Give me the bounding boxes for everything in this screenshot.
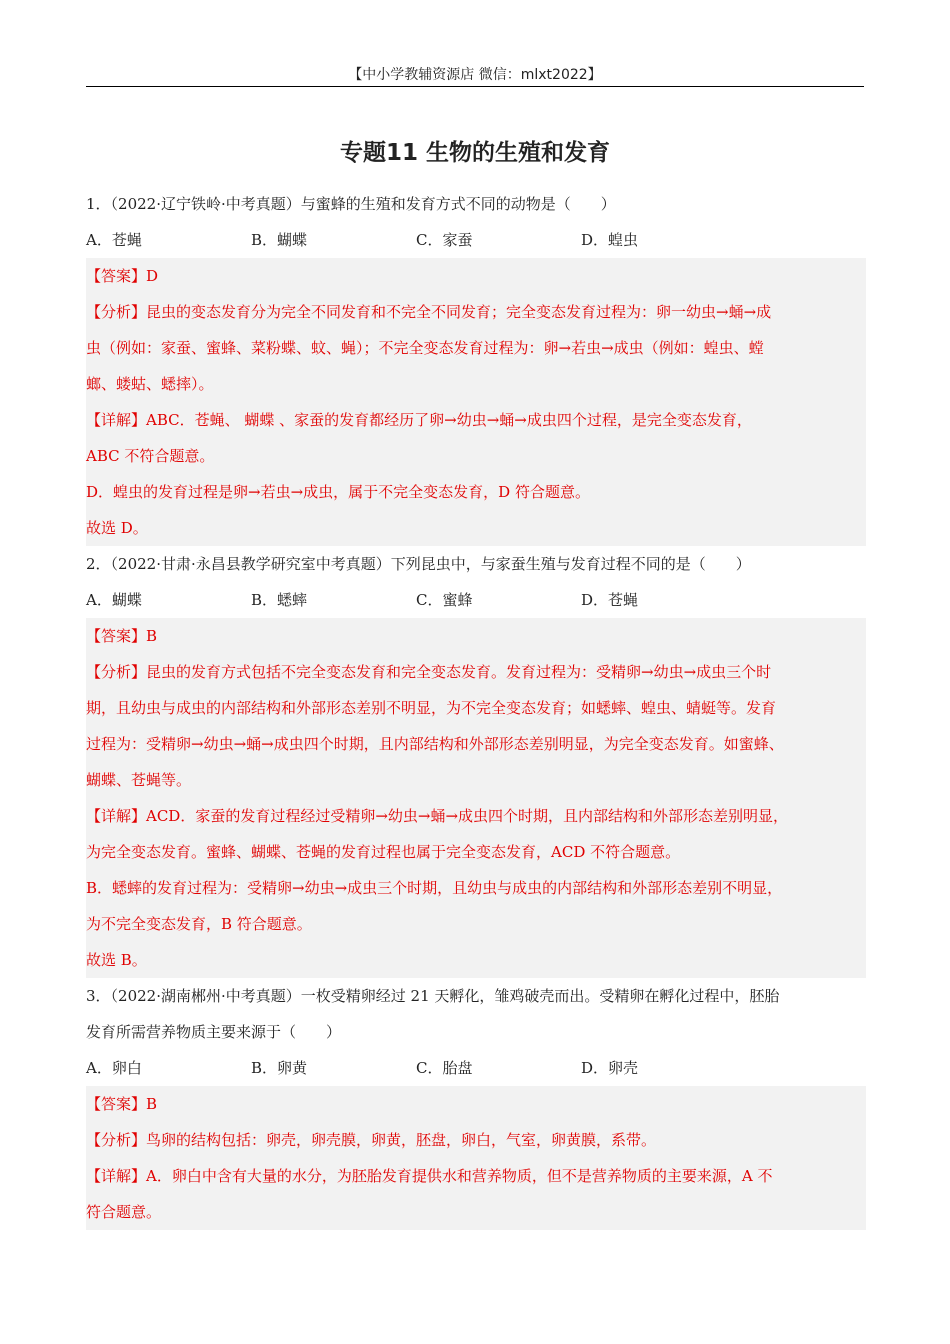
answer-line: 【分析】鸟卵的结构包括：卵壳，卵壳膜，卵黄，胚盘，卵白，气室，卵黄膜，系带。: [86, 1131, 657, 1149]
question-stem: 1．（2022·辽宁铁岭·中考真题）与蜜蜂的生殖和发育方式不同的动物是（ ）: [86, 195, 616, 213]
answer-line: B．蟋蟀的发育过程为：受精卵→幼虫→成虫三个时期，且幼虫与成虫的内部结构和外部形态差别不明显，: [86, 879, 783, 897]
option-b: B．蝴蝶: [251, 231, 308, 249]
option-a: A．蝴蝶: [86, 591, 142, 609]
option-c: C．胎盘: [416, 1059, 473, 1077]
answer-line: 虫（例如：家蚕、蜜蜂、菜粉蝶、蚊、蝇）；不完全变态发育过程为：卵→若虫→成虫（例如：蝗虫、螳: [86, 339, 764, 357]
answer-block: [86, 618, 866, 978]
answer-line: 【答案】B: [86, 1095, 158, 1113]
answer-line: 符合题意。: [86, 1203, 162, 1221]
answer-line: D．蝗虫的发育过程是卵→若虫→成虫，属于不完全变态发育，D 符合题意。: [86, 483, 590, 501]
option-b: B．卵黄: [251, 1059, 308, 1077]
answer-line: 【详解】ABC．苍蝇、 蝴蝶 、家蚕的发育都经历了卵→幼虫→蛹→成虫四个过程，是完全变态发育，: [86, 411, 752, 429]
option-row: [86, 222, 866, 258]
answer-line: 为不完全变态发育，B 符合题意。: [86, 915, 312, 933]
answer-line: 为完全变态发育。蜜蜂、蝴蝶、苍蝇的发育过程也属于完全变态发育，ACD 不符合题意。: [86, 843, 681, 861]
answer-line: 故选 B。: [86, 951, 147, 969]
answer-line: 【答案】D: [86, 267, 159, 285]
option-c: C．蜜蜂: [416, 591, 473, 609]
answer-line: 【答案】B: [86, 627, 158, 645]
answer-line: 【详解】ACD．家蚕的发育过程经过受精卵→幼虫→蛹→成虫四个时期，且内部结构和外部形态差别明显，: [86, 807, 789, 825]
answer-line: 【分析】昆虫的变态发育分为完全不同发育和不完全不同发育；完全变态发育过程为：卵一幼虫→蛹→成: [86, 303, 772, 321]
page-title: 专题11 生物的生殖和发育: [339, 140, 610, 166]
option-c: C．家蚕: [416, 231, 473, 249]
question-3: [86, 978, 866, 1230]
option-d: D．卵壳: [581, 1059, 639, 1077]
option-d: D．蝗虫: [581, 231, 639, 249]
answer-line: 【分析】昆虫的发育方式包括不完全变态发育和完全变态发育。发育过程为：受精卵→幼虫→成虫三个时: [86, 663, 772, 681]
option-row: [86, 1050, 866, 1086]
option-row: [86, 582, 866, 618]
option-b: B．蟋蟀: [251, 591, 308, 609]
answer-line: 【详解】A．卵白中含有大量的水分，为胚胎发育提供水和营养物质，但不是营养物质的主要来源，A 不: [86, 1167, 773, 1185]
header-divider: [86, 86, 864, 87]
question-2: [86, 546, 866, 978]
option-d: D．苍蝇: [581, 591, 639, 609]
answer-line: 故选 D。: [86, 519, 148, 537]
answer-line: ABC 不符合题意。: [86, 447, 215, 465]
answer-line: 期，且幼虫与成虫的内部结构和外部形态差别不明显，为不完全变态发育；如蟋蟀、蝗虫、蜻蜓等。发育: [86, 699, 777, 717]
answer-block: [86, 258, 866, 546]
option-a: A．卵白: [86, 1059, 142, 1077]
answer-line: 螂、蝼蛄、蟋摔）。: [86, 375, 214, 393]
question-stem: 3．（2022·湖南郴州·中考真题）一枚受精卵经过 21 天孵化，雏鸡破壳而出。受精卵在孵化过程中，胚胎: [86, 987, 780, 1005]
question-stem: 发育所需营养物质主要来源于（ ）: [86, 1023, 342, 1041]
answer-block: [86, 1086, 866, 1230]
question-1: [86, 186, 866, 546]
question-list: [86, 186, 866, 1230]
option-a: A．苍蝇: [86, 231, 142, 249]
page-header: 【中小学教辅资源店 微信：mlxt2022】: [348, 67, 602, 83]
answer-line: 过程为：受精卵→幼虫→蛹→成虫四个时期，且内部结构和外部形态差别明显，为完全变态发育。如蜜蜂、: [86, 735, 784, 753]
question-stem: 2．（2022·甘肃·永昌县教学研究室中考真题）下列昆虫中，与家蚕生殖与发育过程不同的是（ ）: [86, 555, 751, 573]
answer-line: 蝴蝶、苍蝇等。: [86, 771, 192, 789]
